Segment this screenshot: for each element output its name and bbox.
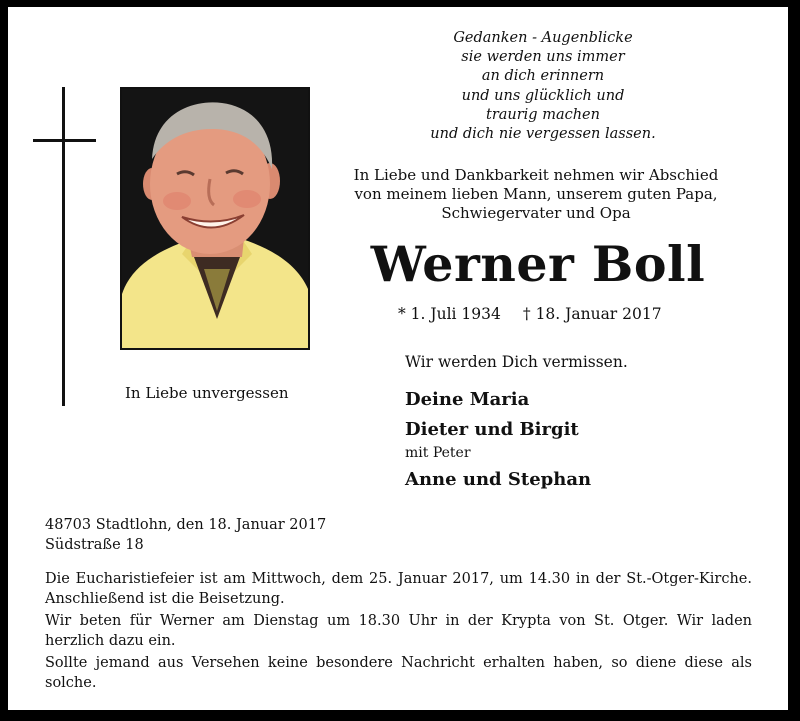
mourner-second: Dieter und Birgit xyxy=(405,419,579,440)
prayer-notice: Wir beten für Werner am Dienstag um 18.30 Uhr in der Krypta von St. Otger. Wir laden herzlich dazu ein. xyxy=(45,613,752,649)
mourner-second-sub: mit Peter xyxy=(405,445,471,461)
portrait-photo xyxy=(120,87,310,350)
poem-line: sie werden uns immer xyxy=(461,49,625,66)
photo-caption: In Liebe unvergessen xyxy=(125,384,289,402)
street-address: Südstraße 18 xyxy=(45,537,144,553)
missing-message: Wir werden Dich vermissen. xyxy=(405,353,628,371)
deceased-name: Werner Boll xyxy=(370,235,706,293)
poem xyxy=(398,29,688,144)
life-dates xyxy=(398,305,662,323)
poem-line: traurig machen xyxy=(486,106,600,123)
intro-line: von meinem lieben Mann, unserem guten Papa, xyxy=(354,185,718,203)
place-and-date: 48703 Stadtlohn, den 18. Januar 2017 xyxy=(45,517,327,533)
poem-line: und dich nie vergessen lassen. xyxy=(430,126,656,143)
intro-line: In Liebe und Dankbarkeit nehmen wir Abschied xyxy=(353,166,719,184)
farewell-intro xyxy=(316,166,756,223)
poem-line: Gedanken - Augenblicke xyxy=(453,30,633,46)
notification-notice: Sollte jemand aus Versehen keine besondere Nachricht erhalten haben, so diene diese als solche. xyxy=(45,655,752,691)
poem-line: und uns glücklich und xyxy=(461,87,625,104)
obituary-notice xyxy=(8,7,788,710)
death-date: † 18. Januar 2017 xyxy=(522,305,662,323)
portrait-illustration xyxy=(122,89,308,348)
service-notice: Die Eucharistiefeier ist am Mittwoch, dem 25. Januar 2017, um 14.30 in der St.-Otger-Kirche. Anschließend ist die Beisetzung. xyxy=(45,571,752,607)
poem-line: an dich erinnern xyxy=(481,68,605,85)
birth-date: * 1. Juli 1934 xyxy=(398,305,501,323)
mourner-first: Deine Maria xyxy=(405,389,530,410)
cross-horizontal-bar xyxy=(33,139,96,142)
cross-vertical-bar xyxy=(62,87,65,406)
intro-line: Schwiegervater und Opa xyxy=(441,204,631,222)
mourner-third: Anne und Stephan xyxy=(405,469,592,490)
